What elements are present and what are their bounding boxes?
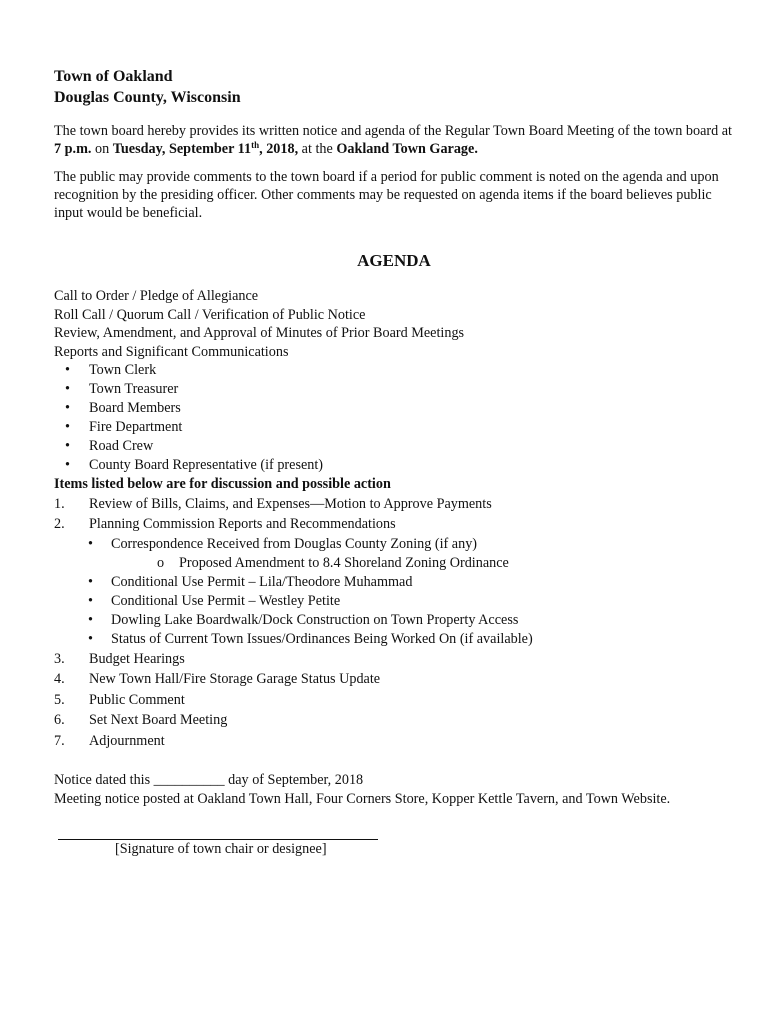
sub-item: • Dowling Lake Boardwalk/Dock Construction on Town Property Access (88, 611, 519, 628)
numbered-item: 4. New Town Hall/Fire Storage Garage Status Update (54, 671, 381, 687)
signature-block (54, 822, 734, 859)
bullet-icon: • (88, 535, 93, 552)
bullet-icon: • (65, 457, 70, 473)
notice-footer (54, 771, 734, 808)
bullet-icon: • (65, 419, 70, 435)
numbered-item: 6. Set Next Board Meeting (54, 712, 228, 728)
agenda-line: Roll Call / Quorum Call / Verification of Public Notice (54, 306, 366, 323)
bullet-icon: • (88, 611, 93, 628)
signature-caption: [Signature of town chair or designee] (115, 841, 327, 857)
agenda-line: Review, Amendment, and Approval of Minutes of Prior Board Meetings (54, 325, 465, 341)
sub-item: • Conditional Use Permit – Lila/Theodore Muhammad (88, 573, 413, 590)
bullet-icon: • (65, 438, 70, 454)
sub-item: • Status of Current Town Issues/Ordinances Being Worked On (if available) (88, 630, 533, 647)
notice-text: at the (298, 141, 337, 157)
notice-paragraph (54, 122, 734, 158)
numbered-item: 7. Adjournment (54, 732, 165, 749)
sub-item: • Correspondence Received from Douglas County Zoning (if any) (88, 535, 478, 552)
circle-bullet-icon: o (157, 554, 165, 571)
report-item: • Town Clerk (65, 362, 157, 378)
numbered-item: 1. Review of Bills, Claims, and Expenses—Motion to Approve Payments (54, 495, 492, 512)
bullet-icon: • (88, 630, 93, 647)
report-item: • County Board Representative (if present) (65, 457, 324, 473)
notice-dated: Notice dated this __________ day of September, 2018 (54, 772, 364, 788)
numbered-item: 5. Public Comment (54, 691, 185, 708)
public-comment-paragraph: The public may provide comments to the town board if a period for public comment is noted on the agenda and upon recognition by the presiding officer. Other comments may be requested on agenda items if the board believes public input would be beneficial. (54, 169, 719, 221)
meeting-date: Tuesday, September 11th, 2018, (112, 140, 299, 157)
bullet-icon: • (88, 592, 93, 609)
meeting-location: Oakland Town Garage. (336, 141, 478, 157)
notice-posted: Meeting notice posted at Oakland Town Hall, Four Corners Store, Kopper Kettle Tavern, and Town Website. (54, 790, 671, 807)
sub-sub-item: o Proposed Amendment to 8.4 Shoreland Zoning Ordinance (157, 554, 509, 571)
action-heading: Items listed below are for discussion and possible action (54, 476, 391, 492)
county-name: Douglas County, Wisconsin (54, 89, 241, 106)
agenda-line: Reports and Significant Communications (54, 343, 289, 360)
report-item: • Town Treasurer (65, 381, 179, 397)
agenda-list (54, 287, 734, 751)
report-item: • Board Members (65, 400, 181, 416)
agenda-document (54, 66, 734, 859)
bullet-icon: • (65, 400, 70, 416)
bullet-icon: • (65, 381, 70, 397)
report-item: • Fire Department (65, 419, 183, 435)
bullet-icon: • (65, 362, 70, 378)
report-item: • Road Crew (65, 438, 154, 454)
notice-text: on (91, 141, 113, 157)
agenda-title: AGENDA (357, 251, 431, 270)
signature-line (58, 822, 378, 840)
bullet-icon: • (88, 573, 93, 590)
agenda-line: Call to Order / Pledge of Allegiance (54, 288, 259, 304)
numbered-item: 3. Budget Hearings (54, 650, 185, 667)
town-name: Town of Oakland (54, 68, 173, 85)
numbered-item: 2. Planning Commission Reports and Recommendations (54, 516, 396, 532)
meeting-time: 7 p.m. (54, 141, 92, 157)
notice-text: The town board hereby provides its written notice and agenda of the Regular Town Board Meeting of the town board at (54, 123, 732, 139)
sub-item: • Conditional Use Permit – Westley Petite (88, 592, 341, 609)
